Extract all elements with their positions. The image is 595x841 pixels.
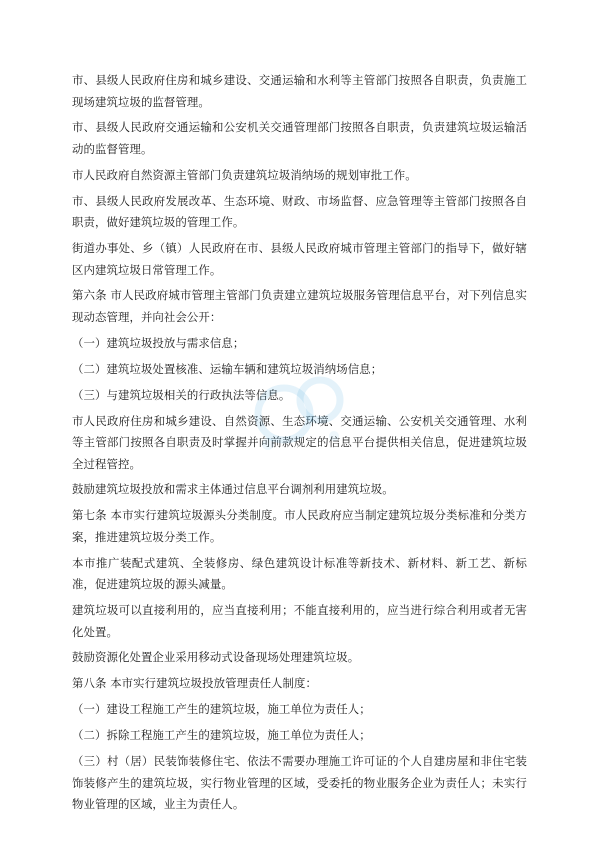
article-7: 第七条 本市实行建筑垃圾源头分类制度。市人民政府应当制定建筑垃圾分类标准和分类方案，推进建筑垃圾分类工作。 <box>72 508 527 544</box>
article-8-item-1: （一）建设工程施工产生的建筑垃圾，施工单位为责任人； <box>72 702 371 717</box>
document-body <box>72 70 527 820</box>
article-6-item-2: （二）建筑垃圾处置核准、运输车辆和建筑垃圾消纳场信息； <box>72 361 383 376</box>
paragraph-3: 市人民政府自然资源主管部门负责建筑垃圾消纳场的规划审批工作。 <box>72 167 417 182</box>
article-8-item-3: （三）村（居）民装饰装修住宅、依法不需要办理施工许可证的个人自建房屋和非住宅装饰装修产生的建筑垃圾，实行物业管理的区域，受委托的物业服务企业为责任人；未实行物业管理的区域，业主为责任人。 <box>72 754 527 812</box>
article-6-item-1: （一）建筑垃圾投放与需求信息； <box>72 335 245 350</box>
paragraph-1: 市、县级人民政府住房和城乡建设、交通运输和水利等主管部门按照各自职责，负责施工现场建筑垃圾的监督管理。 <box>72 73 527 109</box>
paragraph-5: 街道办事处、乡（镇）人民政府在市、县级人民政府城市管理主管部门的指导下，做好辖区内建筑垃圾日常管理工作。 <box>72 241 527 277</box>
paragraph-15: 鼓励资源化处置企业采用移动式设备现场处理建筑垃圾。 <box>72 650 360 665</box>
article-8-item-2: （二）拆除工程施工产生的建筑垃圾，施工单位为责任人； <box>72 728 371 743</box>
article-6: 第六条 市人民政府城市管理主管部门负责建立建筑垃圾服务管理信息平台，对下列信息实现动态管理，并向社会公开： <box>72 288 527 324</box>
article-8: 第八条 本市实行建筑垃圾投放管理责任人制度： <box>72 676 318 691</box>
paragraph-14: 建筑垃圾可以直接利用的，应当直接利用；不能直接利用的，应当进行综合利用或者无害化处置。 <box>72 603 527 639</box>
paragraph-2: 市、县级人民政府交通运输和公安机关交通管理部门按照各自职责，负责建筑垃圾运输活动的监督管理。 <box>72 120 527 156</box>
paragraph-10: 市人民政府住房和城乡建设、自然资源、生态环境、交通运输、公安机关交通管理、水利等主管部门按照各自职责及时掌握并向前款规定的信息平台提供相关信息，促进建筑垃圾全过程管控。 <box>72 413 527 471</box>
article-6-item-3: （三）与建筑垃圾相关的行政执法等信息。 <box>72 387 291 402</box>
paragraph-4: 市、县级人民政府发展改革、生态环境、财政、市场监督、应急管理等主管部门按照各自职责，做好建筑垃圾的管理工作。 <box>72 193 527 230</box>
paragraph-11: 鼓励建筑垃圾投放和需求主体通过信息平台调剂利用建筑垃圾。 <box>72 482 394 497</box>
paragraph-13: 本市推广装配式建筑、全装修房、绿色建筑设计标准等新技术、新材料、新工艺、新标准，促进建筑垃圾的源头减量。 <box>72 555 527 592</box>
